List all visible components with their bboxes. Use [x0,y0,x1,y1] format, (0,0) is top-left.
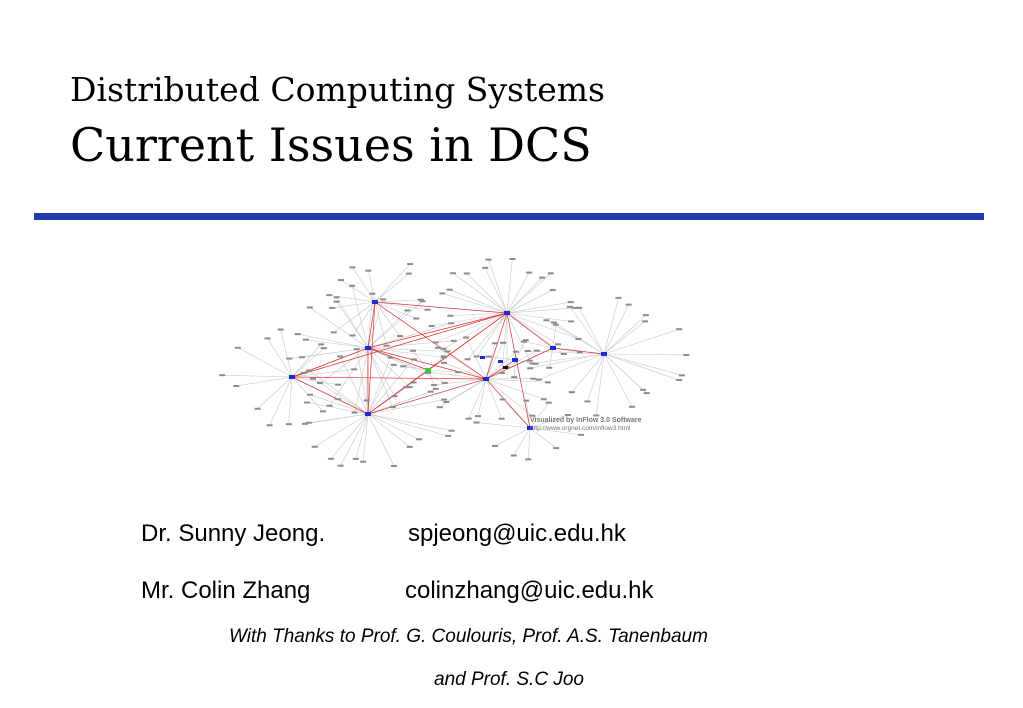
leaf-edge [356,414,368,459]
leaf-node [568,320,574,322]
leaf-node [584,400,590,402]
hub-node [425,368,431,372]
leaf-node [352,412,358,414]
leaf-node [455,371,461,373]
leaf-node [390,406,396,408]
leaf-node [235,347,241,349]
leaf-node [364,399,370,401]
leaf-node [643,314,649,316]
leaf-node [553,447,559,449]
leaf-node [539,277,545,279]
leaf-node [432,341,438,343]
leaf-node [334,301,340,303]
leaf-node [578,434,584,436]
hub-node [480,356,485,359]
leaf-node [391,465,397,467]
leaf-node [526,272,532,274]
leaf-node [306,369,312,371]
acknowledgement-line-1: With Thanks to Prof. G. Coulouris, Prof. A.S. Tanenbaum [229,626,708,647]
leaf-edge [469,379,486,419]
leaf-node [428,391,434,393]
leaf-node [334,296,340,298]
leaf-node [640,389,646,391]
leaf-node [443,401,449,403]
leaf-node [337,355,343,357]
leaf-node [321,347,327,349]
hub-edge [375,302,507,313]
leaf-node [561,353,567,355]
leaf-edge [604,298,618,354]
leaf-node [391,395,397,397]
leaf-node [286,423,292,425]
leaf-node [448,322,454,324]
leaf-node [219,374,225,376]
leaf-node [546,402,552,404]
hub-edge [368,348,486,379]
leaf-node [509,258,515,260]
hub-node [503,366,508,369]
leaf-edge [604,354,679,380]
leaf-edge [238,348,292,377]
leaf-node [391,364,397,366]
leaf-edge [435,313,507,342]
leaf-node [500,398,506,400]
leaf-node [278,329,284,331]
leaf-node [577,351,583,353]
hub-edge [428,313,507,370]
leaf-node [310,378,316,380]
leaf-node [546,367,552,369]
leaf-node [500,342,506,344]
leaf-node [447,315,453,317]
leaf-node [451,340,457,342]
leaf-edge [549,348,553,368]
leaf-node [551,321,557,323]
leaf-node [474,421,480,423]
leaf-node [463,336,469,338]
leaf-node [397,335,403,337]
leaf-node [569,391,575,393]
leaf-node [431,384,437,386]
leaf-node [555,343,561,345]
leaf-edge [528,428,530,459]
leaf-edge [488,260,507,313]
leaf-edge [532,354,604,363]
leaf-edge [579,308,604,354]
leaf-edge [572,354,604,392]
leaf-node [441,355,447,357]
leaf-edge [368,414,448,436]
leaf-node [413,317,419,319]
author-row-1 [141,520,626,548]
hub-edge [368,302,375,414]
leaf-node [429,325,435,327]
leaf-node [642,320,648,322]
hub-edge [292,377,368,414]
leaf-node [265,337,271,339]
leaf-node [441,399,447,401]
leaf-node [403,386,409,388]
leaf-node [548,272,554,274]
leaf-node [351,368,357,370]
leaf-edge [570,307,604,354]
leaf-node [499,418,505,420]
leaf-node [306,422,312,424]
leaf-node [433,388,439,390]
leaf-node [629,406,635,408]
leaf-edge [310,395,368,414]
leaf-node [388,357,394,359]
leaf-node [523,400,529,402]
hub-node [512,358,518,362]
hub-node [372,300,378,304]
leaf-node [439,292,445,294]
hub-edge [368,302,375,348]
leaf-node [536,379,542,381]
leaf-node [534,350,540,352]
hub-edge [507,313,530,428]
graph-watermark-line-2: http://www.orgnet.com/inflow3.html [530,425,631,432]
leaf-edge [507,290,553,313]
leaf-node [404,309,410,311]
leaf-node [435,347,441,349]
leaf-node [407,263,413,265]
leaf-node [626,304,632,306]
leaf-node [441,362,447,364]
leaf-node [486,356,492,358]
leaf-edge [530,354,604,368]
leaf-node [420,300,426,302]
hub-node [365,346,371,350]
leaf-edge [507,273,551,313]
leaf-edge [375,264,410,302]
leaf-node [527,367,533,369]
leaf-edge [507,308,575,313]
leaf-node [466,418,472,420]
leaf-edge [281,330,292,377]
leaf-edges [222,259,686,466]
leaf-node [286,358,292,360]
leaf-node [553,324,559,326]
hub-node [550,346,556,350]
leaf-node [380,298,386,300]
leaf-node [449,430,455,432]
leaf-node [406,273,412,275]
hub-node [289,375,295,379]
leaf-node [304,402,310,404]
hub-edge [486,379,530,428]
leaf-edge [368,400,444,414]
leaf-node [369,293,375,295]
leaf-node [335,398,341,400]
leaf-edge [604,354,686,355]
hub-node [483,377,489,381]
hub-node [601,352,607,356]
leaf-edge [309,370,368,414]
leaf-edge [368,348,410,387]
leaf-node [327,405,333,407]
leaf-node [338,465,344,467]
leaf-node [411,358,417,360]
leaf-node [335,384,341,386]
leaf-node [318,343,324,345]
leaf-node [568,301,574,303]
leaf-edge [331,414,368,459]
leaf-edge [363,414,368,462]
leaf-node [679,374,685,376]
leaf-node [492,445,498,447]
leaf-node [301,372,307,374]
leaf-node [353,458,359,460]
leaf-node [511,455,517,457]
leaf-edge [604,354,632,407]
leaf-node [384,345,390,347]
leaf-node [445,350,451,352]
leaf-edge [596,354,604,415]
leaf-node [407,446,413,448]
leaf-node [307,306,313,308]
leaf-node [354,348,360,350]
author-email-1[interactable]: spjeong@uic.edu.hk [408,520,626,547]
leaf-node [499,372,505,374]
leaf-edge [515,340,526,360]
leaf-node [416,438,422,440]
author-name-2: Mr. Colin Zhang [141,577,311,604]
leaf-node [317,382,323,384]
leaf-node [565,414,571,416]
leaf-node [676,379,682,381]
leaf-edge [450,290,507,313]
leaf-node [532,363,538,365]
leaf-node [365,270,371,272]
leaf-node [350,334,356,336]
leaf-edge [375,274,409,302]
leaf-node [303,339,309,341]
leaf-edge [604,329,679,354]
leaf-edge [368,414,419,439]
leaf-node [338,279,344,281]
leaf-node [527,360,533,362]
acknowledgement-line-2: and Prof. S.C Joo [434,669,584,690]
leaf-node [541,398,547,400]
leaf-edge [514,360,515,377]
leaf-edge [337,302,368,348]
leaf-edge [604,315,646,354]
leaf-node [474,355,480,357]
leaf-edge [478,379,486,416]
leaf-edge [341,280,375,302]
hub-node [498,360,503,363]
leaf-node [267,424,273,426]
leaf-edge [477,422,530,428]
leaf-node [464,272,470,274]
leaf-nodes [219,258,689,467]
leaf-edge [270,377,292,425]
leaf-node [530,378,536,380]
leaf-node [328,458,334,460]
author-row-2 [141,577,654,605]
leaf-node [360,461,366,463]
leaf-node [349,285,355,287]
leaf-edge [298,334,368,348]
leaf-node [410,350,416,352]
graph-watermark-line-1: Visualized by InFlow 3.0 Software [530,417,642,424]
leaf-node [575,338,581,340]
hub-node [504,311,510,315]
hub-nodes [289,300,607,430]
author-name-1: Dr. Sunny Jeong. [141,520,326,547]
leaf-edge [315,414,368,447]
leaf-edge [485,268,507,313]
hub-edge [292,313,507,377]
author-email-2[interactable]: colinzhang@uic.edu.hk [405,577,654,604]
leaf-node [683,354,689,356]
leaf-node [550,289,556,291]
leaf-node [425,309,431,311]
leaf-node [511,376,517,378]
leaf-node [485,259,491,261]
leaf-node [492,342,498,344]
leaf-node [349,266,355,268]
title-divider-rule [34,213,984,220]
leaf-node [233,385,239,387]
leaf-node [400,365,406,367]
leaf-node [312,446,318,448]
leaf-node [411,381,417,383]
hub-edge [368,348,428,370]
leaf-edge [368,414,452,431]
leaf-node [447,289,453,291]
leaf-node [475,415,481,417]
leaf-node [331,331,337,333]
leaf-edge [587,354,604,401]
leaf-node [644,392,650,394]
title-line-2: Current Issues in DCS [70,118,592,172]
leaf-edge [306,340,368,348]
leaf-node [567,306,573,308]
leaf-node [525,350,531,352]
leaf-edge [222,375,292,377]
leaf-edge [368,414,394,466]
leaf-edge [604,305,629,354]
hub-edges [292,302,604,428]
leaf-node [450,272,456,274]
network-graph-figure [160,256,740,471]
title-line-1: Distributed Computing Systems [70,70,605,109]
leaf-node [545,381,551,383]
leaf-node [442,382,448,384]
leaf-node [465,358,471,360]
leaf-node [543,319,549,321]
leaf-node [513,351,519,353]
leaf-node [445,435,451,437]
leaf-node [525,458,531,460]
leaf-node [329,307,335,309]
leaf-node [482,267,488,269]
leaf-edge [453,273,507,313]
leaf-edge [309,414,368,423]
hub-edge [292,377,486,379]
hub-node [365,412,371,416]
leaf-edge [368,414,410,447]
leaf-edge [446,379,486,402]
leaf-node [255,408,261,410]
leaf-edge [604,321,645,354]
leaf-edge [368,294,372,348]
leaf-node [615,297,621,299]
leaf-node [295,333,301,335]
leaf-node [320,410,326,412]
leaf-node [437,406,443,408]
leaf-node [576,307,582,309]
leaf-edge [289,377,292,424]
leaf-node [307,394,313,396]
leaf-node [523,339,529,341]
leaf-node [326,294,332,296]
leaf-node [299,356,305,358]
leaf-edge [292,348,324,377]
leaf-node [676,328,682,330]
hub-edge [368,379,486,414]
leaf-node [441,348,447,350]
leaf-edge [357,349,368,414]
